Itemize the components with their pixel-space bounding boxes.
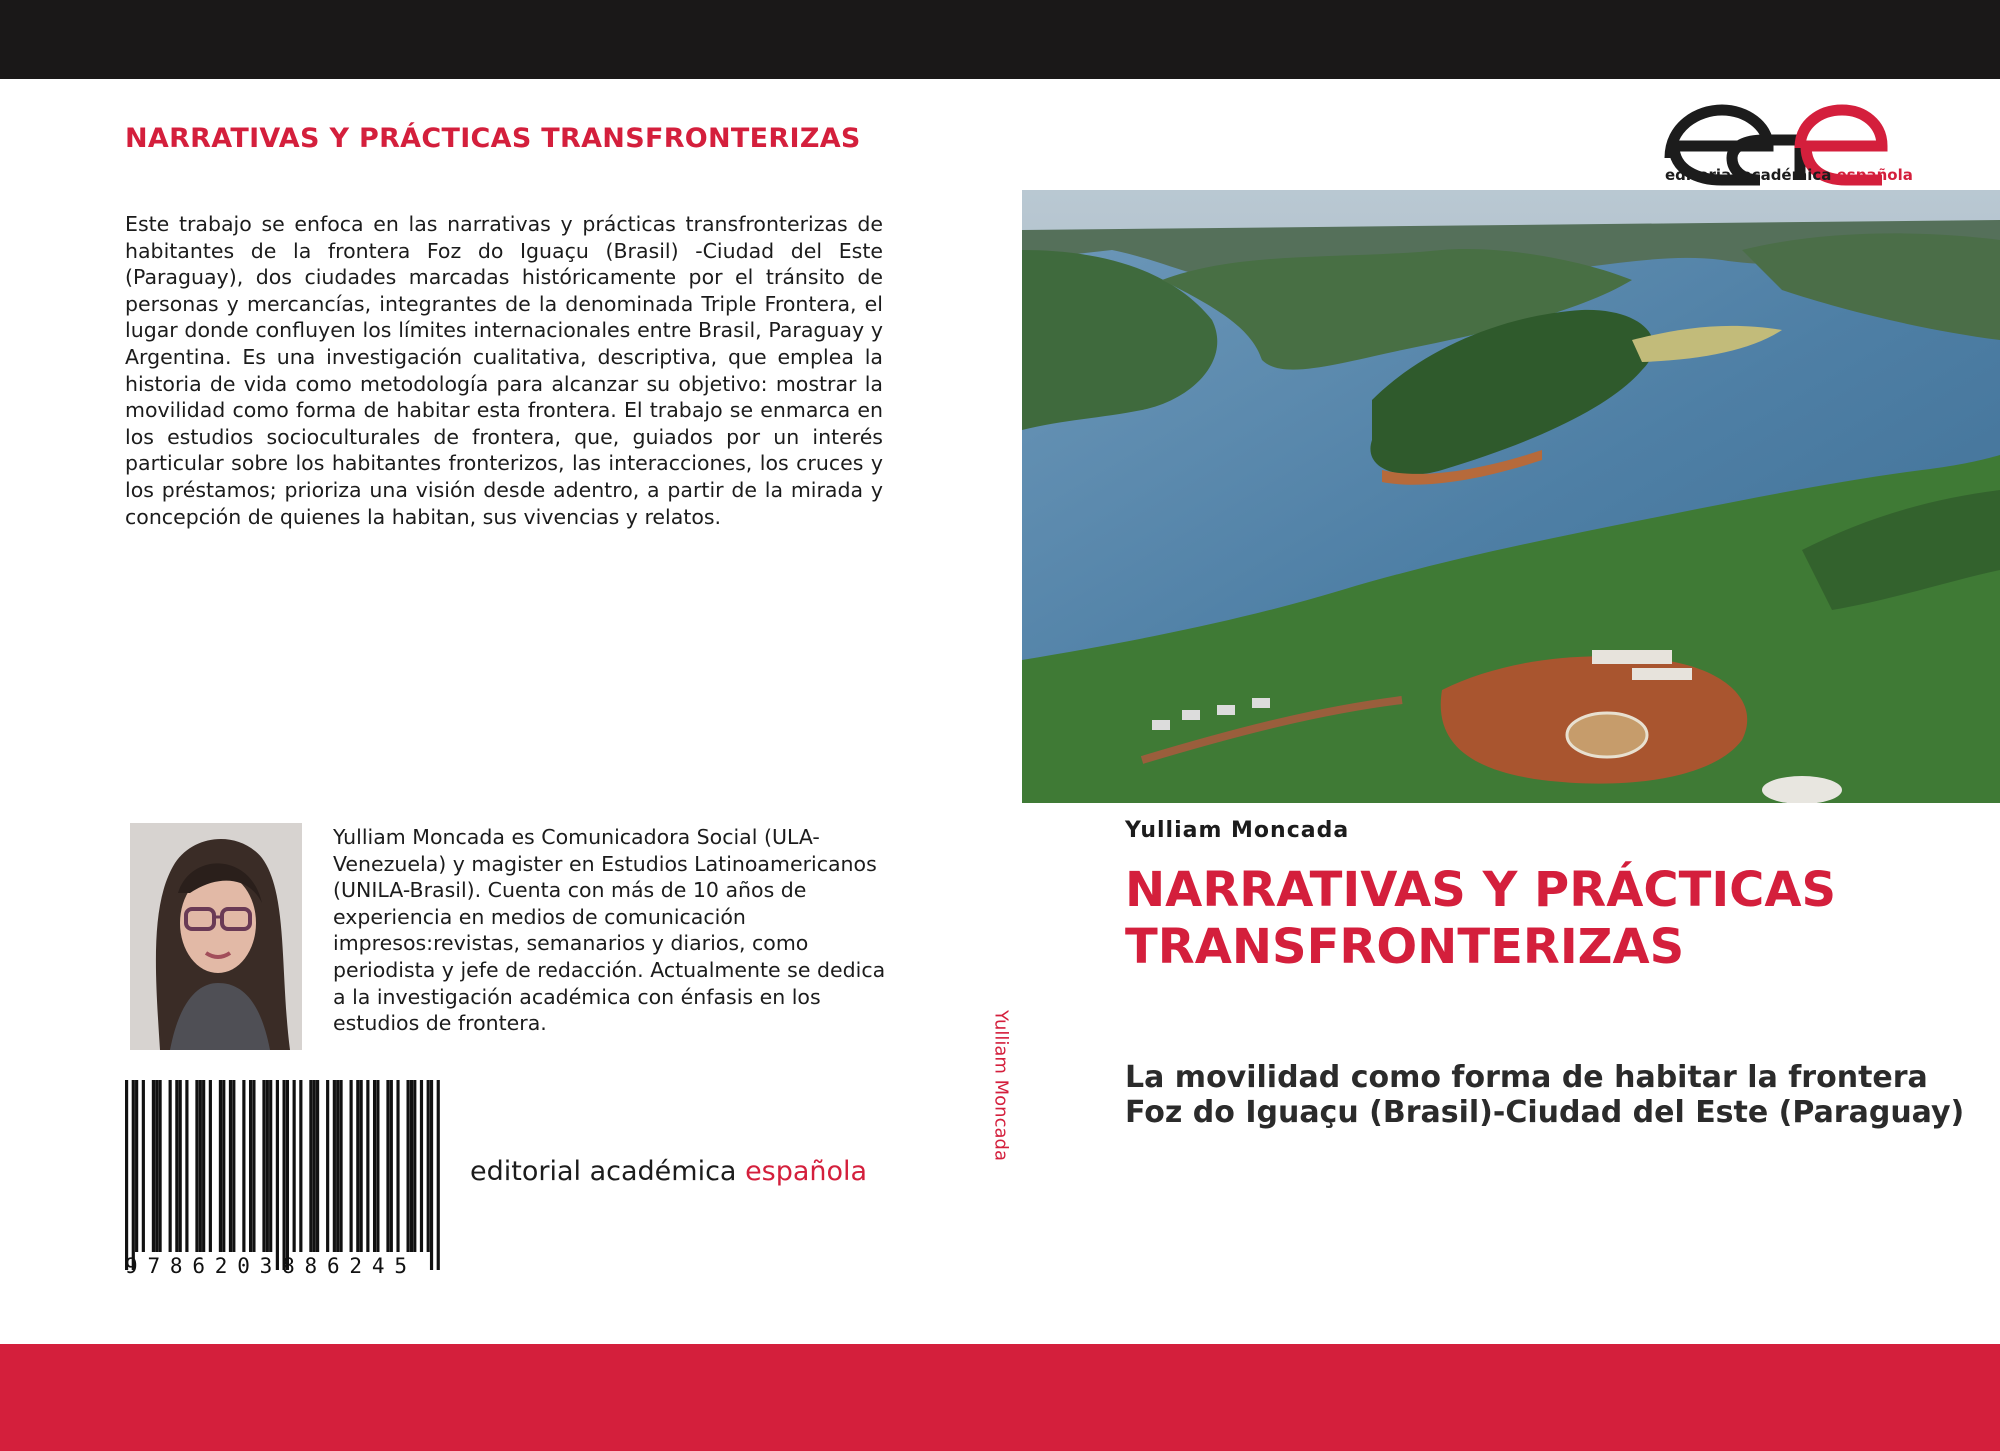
barcode-bar [366,1080,369,1252]
logo-text-part2: española [1836,166,1913,184]
barcode-bar [410,1080,413,1252]
barcode-bar [376,1080,379,1252]
barcode-bar [266,1080,269,1252]
barcode-bar [179,1080,182,1252]
publisher-name-part1: editorial académica [470,1156,737,1187]
barcode-bar [249,1080,252,1252]
barcode-bar [262,1080,265,1252]
bottom-bar [0,1344,2000,1451]
barcode-bar [209,1080,212,1252]
barcode-bar [202,1080,205,1252]
barcode-bar [276,1080,279,1270]
barcode-bar [222,1080,225,1252]
barcode-bar [152,1080,155,1252]
publisher-logo-text [1665,166,1913,184]
barcode-bar [313,1080,316,1252]
barcode-bar [333,1080,336,1252]
barcode-bar [390,1080,393,1252]
barcode-bar [142,1080,145,1252]
barcode-bar [427,1080,430,1252]
barcode-bar [293,1080,296,1252]
barcode-bar [175,1080,178,1252]
barcode-bar [396,1080,399,1252]
barcode-bar [316,1080,319,1252]
barcode-bar [373,1080,376,1252]
top-bar [0,0,2000,79]
front-cover-title: NARRATIVAS Y PRÁCTICAS TRANSFRONTERIZAS [1125,862,1837,975]
barcode-bar [155,1080,158,1252]
barcode-bar [413,1080,416,1252]
isbn-barcode [125,1080,455,1280]
back-cover-abstract: Este trabajo se enfoca en las narrativas y prácticas transfronterizas de habitantes de la frontera Foz do Iguaçu (Brasil) -Ciudad del Este (Paraguay), dos ciudades marcadas históricamente por el tránsito de personas y mercancías, integrantes de la denominada Triple Frontera, el lugar donde confluyen los límites internacionales entre Brasil, Paraguay y Argentina. Es una investigación cualitativa, descriptiva, que emplea la historia de vida como metodología para alcanzar su objetivo: mostrar la movilidad como forma de habitar esta frontera. El trabajo se enmarca en los estudios socioculturales de frontera, que, guiados por un interés particular sobre los habitantes fronterizos, las interacciones, los cruces y los préstamos; prioriza una visión desde adentro, a partir de la mirada y concepción de quienes la habitan, sus vivencias y relatos. [125,212,883,529]
barcode-bar [232,1080,235,1252]
logo-text-part1: editorial académica [1665,166,1832,184]
front-cover-subtitle: La movilidad como forma de habitar la frontera Foz do Iguaçu (Brasil)-Ciudad del Este (Paraguay) [1125,1060,1965,1130]
barcode-bar [356,1080,359,1252]
barcode-bar [420,1080,423,1252]
barcode-bar [199,1080,202,1252]
barcode-bar [430,1080,433,1270]
barcode-bar [132,1080,135,1270]
back-cover-title: NARRATIVAS Y PRÁCTICAS TRANSFRONTERIZAS [125,123,861,154]
barcode-bar [269,1080,272,1252]
barcode-bar [386,1080,389,1252]
barcode-bar [336,1080,339,1252]
publisher-name-back [470,1156,867,1187]
cover-photo [1022,190,2000,803]
barcode-bar [125,1080,128,1270]
barcode-bar [229,1080,232,1252]
spine-author: Yulliam Moncada [990,1010,1012,1161]
barcode-bar [135,1080,138,1252]
barcode-bar [309,1080,312,1252]
barcode-bar [252,1080,255,1252]
front-author-name: Yulliam Moncada [1125,818,1350,843]
barcode-bar [169,1080,172,1252]
author-bio: Yulliam Moncada es Comunicadora Social (ULA-Venezuela) y magister en Estudios Latinoamericanos (UNILA-Brasil). Cuenta con más de 10 años de experiencia en medios de comunicación impresos:revistas, semanarios y diarios, como periodista y jefe de redacción. Actualmente se dedica a la investigación académica con énfasis en los estudios de frontera. [333,825,886,1036]
barcode-bar [339,1080,342,1252]
publisher-name-part2: española [745,1156,868,1187]
isbn-digits: 9786203886245 [125,1254,417,1278]
barcode-bar [286,1080,289,1270]
barcode-bar [299,1080,302,1252]
barcode-bar [195,1080,198,1252]
barcode-bar [350,1080,353,1252]
barcode-bar [219,1080,222,1252]
barcode-bar [406,1080,409,1252]
barcode-bar [437,1080,440,1270]
barcode-bar [185,1080,188,1252]
barcode-bar [360,1080,363,1252]
barcode-bar [159,1080,162,1252]
barcode-bar [242,1080,245,1252]
barcode-bar [326,1080,329,1252]
author-photo [130,823,302,1050]
barcode-bar [283,1080,286,1270]
